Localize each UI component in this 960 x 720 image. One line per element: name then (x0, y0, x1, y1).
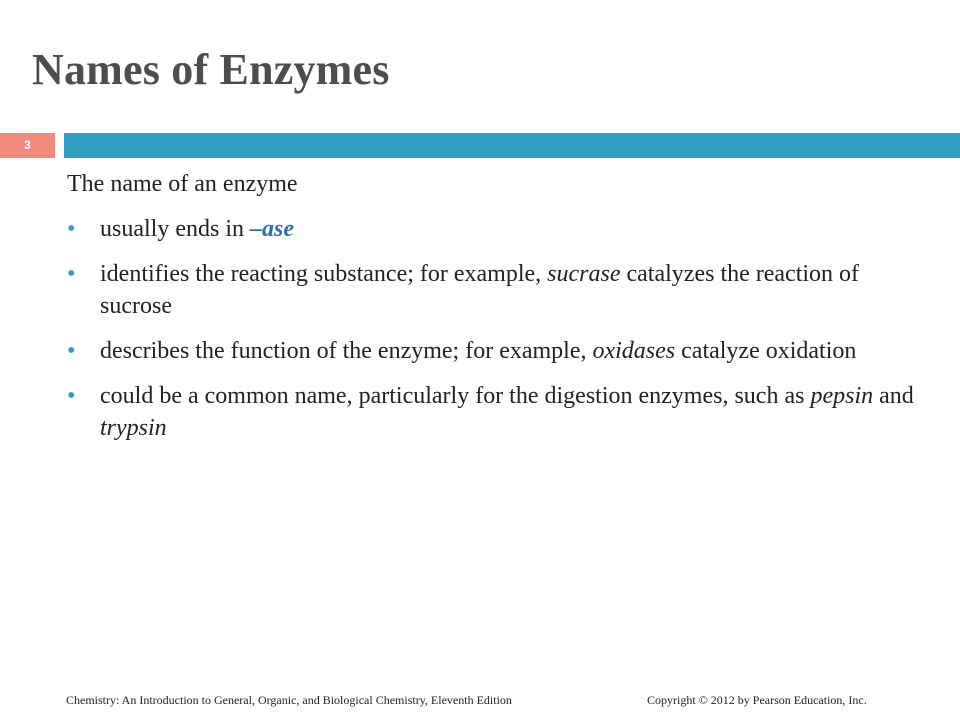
example-term: oxidases (592, 338, 676, 364)
slide-title: Names of Enzymes (32, 45, 390, 94)
bullet-text-mid: and (873, 383, 914, 409)
bullet-dot-icon: • (67, 338, 76, 364)
bullet-dot-icon: • (67, 383, 76, 409)
bullet-dot-icon: • (67, 261, 76, 287)
suffix-highlight: –ase (250, 216, 294, 242)
bullet-list (67, 213, 927, 444)
example-term-pepsin: pepsin (810, 383, 874, 409)
slide-content (67, 168, 927, 457)
bullet-item-ending (67, 213, 927, 245)
footer-copyright: Copyright © 2012 by Pearson Education, Inc. (647, 693, 867, 707)
slide-number-badge: 3 (0, 133, 55, 158)
bullet-text-after: catalyze oxidation (675, 338, 857, 364)
header-bar (64, 133, 960, 158)
bullet-text: usually ends in (100, 216, 250, 242)
bullet-dot-icon: • (67, 216, 76, 242)
bullet-text: describes the function of the enzyme; for example, (100, 338, 593, 364)
bullet-text: identifies the reacting substance; for example, (100, 261, 548, 287)
bullet-item-substance (67, 258, 927, 322)
bullet-item-common-name (67, 380, 927, 444)
bullet-item-function (67, 335, 927, 367)
intro-text: The name of an enzyme (67, 171, 298, 197)
bullet-text-after: catalyzes the reaction of sucrose (100, 261, 860, 319)
footer-book-title: Chemistry: An Introduction to General, Organic, and Biological Chemistry, Eleventh Edition (66, 693, 512, 707)
bullet-text: could be a common name, particularly for the digestion enzymes, such as (100, 383, 811, 409)
example-term: sucrase (547, 261, 621, 287)
example-term-trypsin: trypsin (100, 415, 167, 441)
